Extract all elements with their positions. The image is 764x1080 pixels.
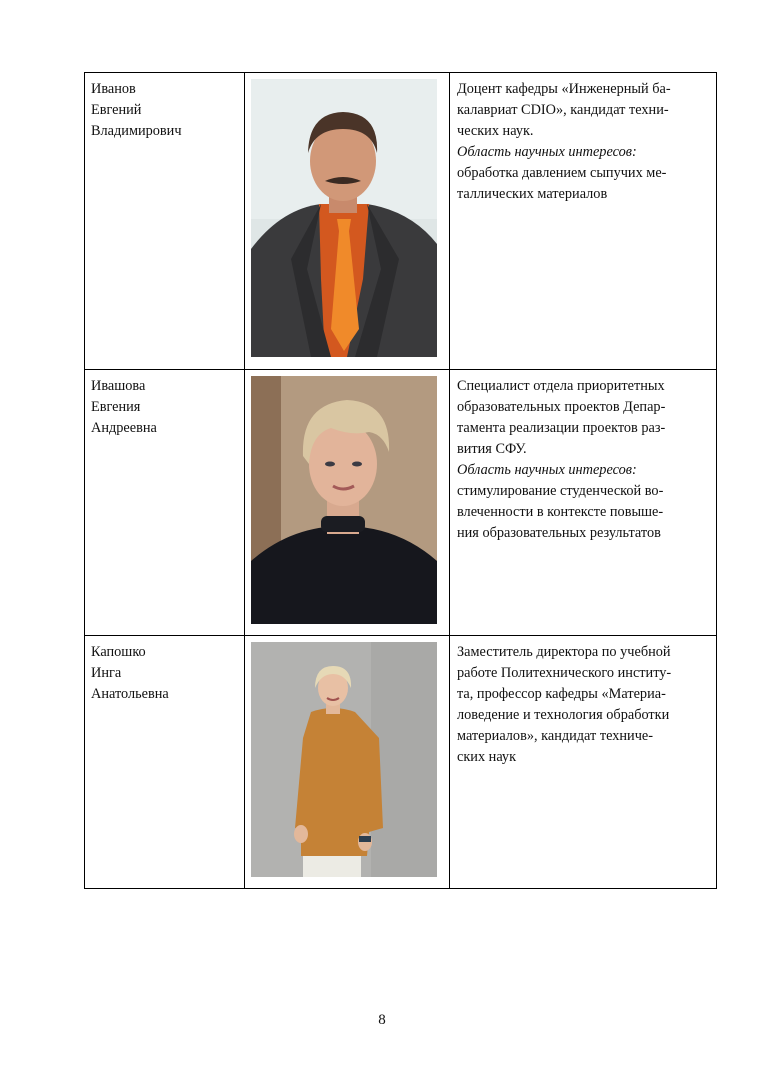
photo-cell bbox=[245, 370, 450, 636]
position-line: калавриат CDIO», кандидат техни- bbox=[457, 102, 669, 118]
portrait-photo bbox=[251, 376, 437, 624]
page-number: 8 bbox=[378, 1012, 386, 1028]
portrait-photo bbox=[251, 79, 437, 357]
table-row bbox=[85, 636, 717, 889]
surname: Иванов bbox=[91, 81, 136, 97]
patronymic: Владимирович bbox=[91, 123, 182, 139]
table-row bbox=[85, 73, 717, 370]
position-line: ских наук bbox=[457, 749, 517, 765]
table-row bbox=[85, 370, 717, 636]
interests-line: обработка давлением сыпучих ме- bbox=[457, 165, 667, 181]
position-line: тамента реализации проектов раз- bbox=[457, 420, 666, 436]
position-line: работе Политехнического институ- bbox=[457, 665, 672, 681]
staff-table bbox=[84, 72, 717, 889]
position-line: Заместитель директора по учебной bbox=[457, 644, 671, 660]
name-cell bbox=[85, 370, 245, 636]
position-line: ловедение и технология обработки bbox=[457, 707, 670, 723]
name-cell bbox=[85, 73, 245, 370]
name-cell bbox=[85, 636, 245, 889]
photo-cell bbox=[245, 73, 450, 370]
photo-cell bbox=[245, 636, 450, 889]
first-name: Евгения bbox=[91, 399, 141, 415]
patronymic: Анатольевна bbox=[91, 686, 169, 702]
portrait-photo bbox=[251, 642, 437, 877]
position-line: ческих наук. bbox=[457, 123, 534, 139]
position-line: материалов», кандидат техниче- bbox=[457, 728, 653, 744]
interests-label: Область научных интересов: bbox=[457, 144, 637, 160]
position-line: Специалист отдела приоритетных bbox=[457, 378, 665, 394]
first-name: Инга bbox=[91, 665, 122, 681]
surname: Капошко bbox=[91, 644, 146, 660]
interests-label: Область научных интересов: bbox=[457, 462, 637, 478]
position-line: образовательных проектов Депар- bbox=[457, 399, 666, 415]
surname: Ивашова bbox=[91, 378, 146, 394]
position-line: Доцент кафедры «Инженерный ба- bbox=[457, 81, 671, 97]
interests-line: стимулирование студенческой во- bbox=[457, 483, 664, 499]
position-line: вития СФУ. bbox=[457, 441, 527, 457]
patronymic: Андреевна bbox=[91, 420, 157, 436]
interests-line: ния образовательных результатов bbox=[457, 525, 661, 541]
description-cell bbox=[450, 73, 717, 370]
interests-line: таллических материалов bbox=[457, 186, 608, 202]
description-cell bbox=[450, 370, 717, 636]
position-line: та, профессор кафедры «Материа- bbox=[457, 686, 666, 702]
description-cell bbox=[450, 636, 717, 889]
interests-line: влеченности в контексте повыше- bbox=[457, 504, 664, 520]
first-name: Евгений bbox=[91, 102, 142, 118]
